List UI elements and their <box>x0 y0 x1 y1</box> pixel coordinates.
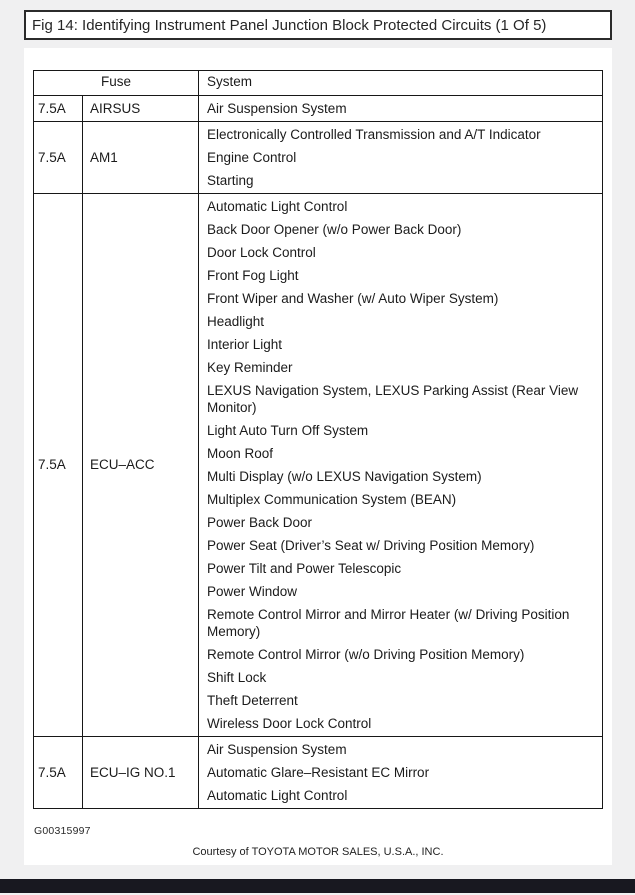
system-item: Front Wiper and Washer (w/ Auto Wiper System) <box>207 290 499 306</box>
system-item: Automatic Glare–Resistant EC Mirror <box>207 764 430 780</box>
table-row <box>34 122 602 194</box>
system-item: Front Fog Light <box>207 267 299 283</box>
system-item: Automatic Light Control <box>207 198 348 214</box>
system-item: Light Auto Turn Off System <box>207 422 369 438</box>
table-row <box>34 96 602 122</box>
system-item: Air Suspension System <box>207 741 347 757</box>
system-item: Multiplex Communication System (BEAN) <box>207 491 457 507</box>
system-item: Automatic Light Control <box>207 787 348 803</box>
fuse-amp-cell: 7.5A <box>34 96 83 121</box>
system-item: Remote Control Mirror and Mirror Heater (w/ Driving Position Memory) <box>207 606 570 639</box>
figure-title <box>24 10 612 40</box>
system-item: Wireless Door Lock Control <box>207 715 372 731</box>
system-item: Theft Deterrent <box>207 692 298 708</box>
figure-title-text: Fig 14: Identifying Instrument Panel Junction Block Protected Circuits (1 Of 5) <box>32 16 547 34</box>
system-item: Engine Control <box>207 149 297 165</box>
system-item: Shift Lock <box>207 669 267 685</box>
systems-cell <box>199 737 602 808</box>
document-id: G00315997 <box>34 824 91 837</box>
system-item: Back Door Opener (w/o Power Back Door) <box>207 221 462 237</box>
header-system: System <box>207 74 253 89</box>
fuse-name-cell: AIRSUS <box>83 96 199 121</box>
system-item: Interior Light <box>207 336 283 352</box>
fuse-table <box>33 70 603 809</box>
systems-cell <box>199 96 602 121</box>
bottom-bar <box>0 879 635 893</box>
systems-cell <box>199 122 602 193</box>
system-item: Moon Roof <box>207 445 274 461</box>
courtesy-line: Courtesy of TOYOTA MOTOR SALES, U.S.A., INC. <box>192 846 444 858</box>
system-item: Starting <box>207 172 254 188</box>
fuse-amp-cell: 7.5A <box>34 122 83 193</box>
fuse-name-cell: AM1 <box>83 122 199 193</box>
system-item: Remote Control Mirror (w/o Driving Position Memory) <box>207 646 525 662</box>
header-fuse: Fuse <box>34 71 199 95</box>
system-item: Electronically Controlled Transmission and A/T Indicator <box>207 126 541 142</box>
system-item: LEXUS Navigation System, LEXUS Parking Assist (Rear View Monitor) <box>207 382 579 415</box>
fuse-name-cell: ECU–IG NO.1 <box>83 737 199 808</box>
fuse-amp-cell: 7.5A <box>34 194 83 736</box>
table-row <box>34 194 602 737</box>
table-header-row <box>34 71 602 96</box>
system-item: Key Reminder <box>207 359 293 375</box>
system-item: Air Suspension System <box>207 100 347 116</box>
table-row <box>34 737 602 808</box>
system-item: Power Seat (Driver’s Seat w/ Driving Position Memory) <box>207 537 535 553</box>
content-panel <box>24 48 612 865</box>
system-item: Headlight <box>207 313 265 329</box>
table-body <box>34 96 602 808</box>
system-item: Power Tilt and Power Telescopic <box>207 560 402 576</box>
systems-cell <box>199 194 602 736</box>
system-item: Power Back Door <box>207 514 313 530</box>
system-item: Door Lock Control <box>207 244 316 260</box>
system-item: Power Window <box>207 583 298 599</box>
fuse-amp-cell: 7.5A <box>34 737 83 808</box>
system-item: Multi Display (w/o LEXUS Navigation System) <box>207 468 482 484</box>
fuse-name-cell: ECU–ACC <box>83 194 199 736</box>
